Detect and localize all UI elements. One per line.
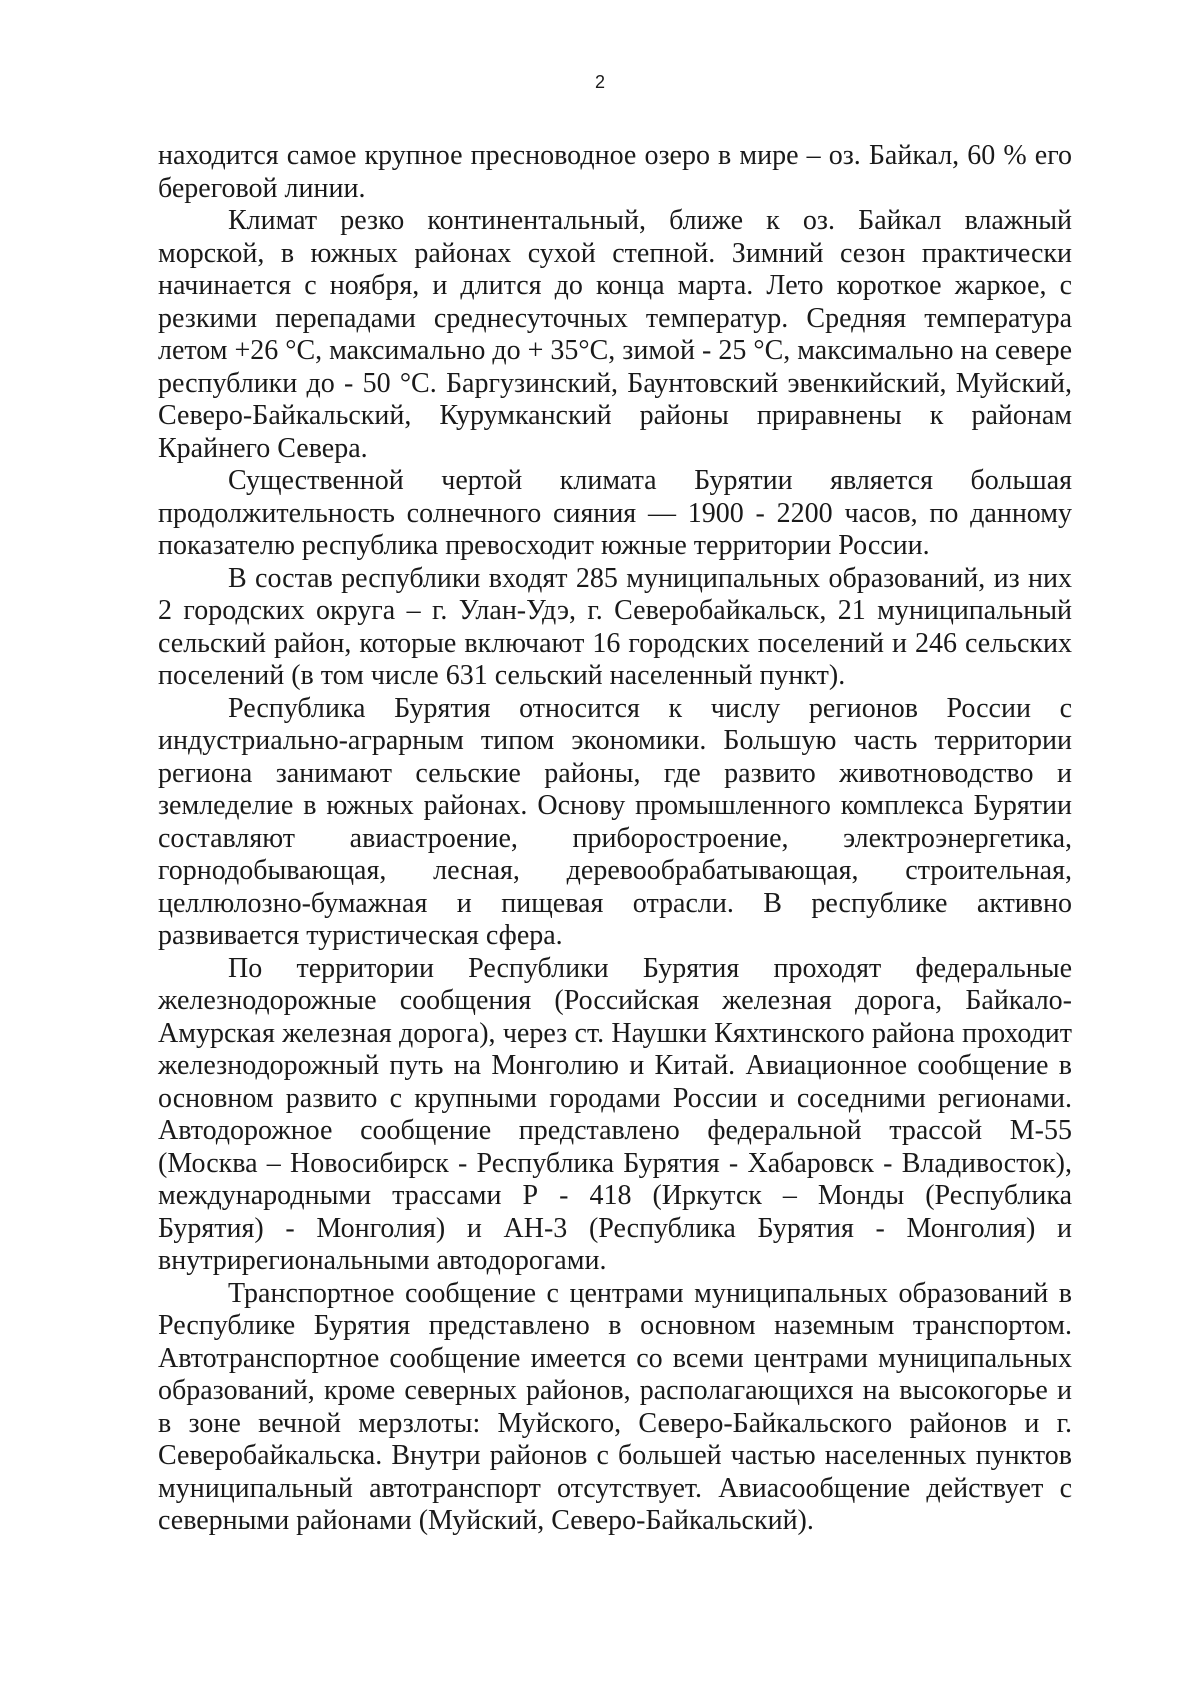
paragraph-municipalities: В состав республики входят 285 муниципальных образований, из них 2 городских округа – г. Улан-Удэ, г. Северобайкальск, 21 муниципальный сельский район, которые включают 16 городских поселений и 246 сельских поселений (в том числе 631 сельский населенный пункт). [158, 562, 1072, 691]
page-number: 2 [594, 72, 605, 92]
paragraph-transport-municipal: Транспортное сообщение с центрами муниципальных образований в Республике Бурятия представлено в основном наземным транспортом. Автотранспортное сообщение имеется со всеми центрами муниципальных образований, кроме северных районов, располагающихся на высокогорье и в зоне вечной мерзлоты: Муйского, Северо-Байкальского районов и г. Северобайкальска. Внутри районов с большей частью населенных пунктов муниципальный автотранспорт отсутствует. Авиасообщение действует с северными районами (Муйский, Северо-Байкальский). [158, 1277, 1072, 1536]
paragraph-lake-baikal: находится самое крупное пресноводное озеро в мире – оз. Байкал, 60 % его береговой линии. [158, 140, 1072, 204]
paragraph-economy: Республика Бурятия относится к числу регионов России с индустриально-аграрным типом экономики. Большую часть территории региона занимают сельские районы, где развито животноводство и земледелие в южных районах. Основу промышленного комплекса Бурятии составляют авиастроение, приборостроение, электроэнергетика, горнодобывающая, лесная, деревообрабатывающая, строительная, целлюлозно-бумажная и пищевая отрасли. В республике активно развивается туристическая сфера. [158, 692, 1072, 951]
paragraph-sunshine: Существенной чертой климата Бурятии является большая продолжительность солнечного сияния — 1900 - 2200 часов, по данному показателю республика превосходит южные территории России. [158, 465, 1072, 561]
paragraph-climate: Климат резко континентальный, ближе к оз. Байкал влажный морской, в южных районах сухой степной. Зимний сезон практически начинается с ноября, и длится до конца марта. Лето короткое жаркое, с резкими перепадами среднесуточных температур. Средняя температура летом +26 °С, максимально до + 35°С, зимой - 25 °С, максимально на севере республики до - 50 °С. Баргузинский, Баунтовский эвенкийский, Муйский, Северо-Байкальский, Курумканский районы приравнены к районам Крайнего Севера. [158, 205, 1072, 464]
paragraph-transport-routes: По территории Республики Бурятия проходят федеральные железнодорожные сообщения (Российская железная дорога, Байкало-Амурская железная дорога), через ст. Наушки Кяхтинского района проходит железнодорожный путь на Монголию и Китай. Авиационное сообщение в основном развито с крупными городами России и соседними регионами. Автодорожное сообщение представлено федеральной трассой М-55 (Москва – Новосибирск - Республика Бурятия - Хабаровск - Владивосток), международными трассами Р - 418 (Иркутск – Монды (Республика Бурятия) - Монголия) и АН-3 (Республика Бурятия - Монголия) и внутрирегиональными автодорогами. [158, 952, 1072, 1276]
document-body [158, 140, 1072, 1538]
